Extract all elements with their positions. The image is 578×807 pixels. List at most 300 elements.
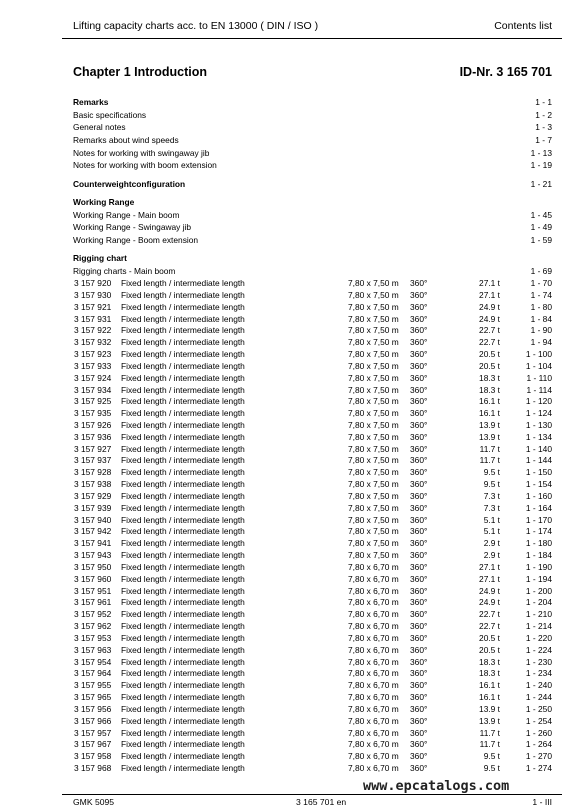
- outrigger-base: 7,80 x 7,50 m: [348, 313, 399, 324]
- chart-page: 1 - 220: [525, 632, 552, 643]
- slew-angle: 360°: [410, 550, 428, 561]
- counterweight: 20.5 t: [479, 632, 500, 643]
- chart-id: 3 157 951: [74, 585, 112, 596]
- chart-description: Fixed length / intermediate length: [121, 526, 245, 537]
- chart-id: 3 157 967: [74, 739, 112, 750]
- chart-id: 3 157 922: [74, 325, 112, 336]
- outrigger-base: 7,80 x 6,70 m: [348, 561, 399, 572]
- chart-description: Fixed length / intermediate length: [121, 372, 245, 383]
- chapter-title: Chapter 1 Introduction: [73, 65, 208, 79]
- chart-id: 3 157 926: [74, 420, 112, 430]
- counterweight: 7.3 t: [483, 502, 500, 513]
- slew-angle: 360°: [410, 490, 428, 501]
- chart-page: 1 - 70: [530, 278, 552, 288]
- table-row: [74, 361, 552, 372]
- counterweight: 9.5 t: [483, 467, 500, 478]
- chart-id: 3 157 937: [74, 455, 112, 466]
- toc-item: Notes for working with boom extension: [73, 160, 217, 170]
- slew-angle: 360°: [410, 443, 428, 454]
- chart-id: 3 157 925: [74, 396, 112, 407]
- slew-angle: 360°: [410, 431, 428, 442]
- chart-description: Fixed length / intermediate length: [121, 585, 245, 596]
- chart-id: 3 157 960: [74, 573, 112, 584]
- counterweight: 22.7 t: [479, 621, 500, 632]
- chart-description: Fixed length / intermediate length: [121, 360, 245, 371]
- table-row: [74, 420, 552, 431]
- counterweight: 9.5 t: [483, 479, 500, 490]
- counterweight: 11.7 t: [479, 727, 500, 738]
- chart-description: Fixed length / intermediate length: [121, 467, 245, 478]
- slew-angle: 360°: [410, 337, 428, 348]
- footer-page: 1 - III: [532, 797, 552, 807]
- chart-description: Fixed length / intermediate length: [121, 632, 245, 643]
- counterweight: 24.9 t: [479, 585, 500, 596]
- outrigger-base: 7,80 x 6,70 m: [348, 692, 399, 702]
- slew-angle: 360°: [410, 325, 428, 336]
- chart-id: 3 157 923: [74, 349, 112, 359]
- counterweight: 5.1 t: [483, 526, 500, 537]
- slew-angle: 360°: [410, 621, 428, 632]
- slew-angle: 360°: [410, 597, 428, 608]
- chart-id: 3 157 965: [74, 692, 112, 702]
- chart-page: 1 - 194: [525, 573, 552, 584]
- slew-angle: 360°: [410, 479, 428, 490]
- table-row: [74, 562, 552, 573]
- chart-page: 1 - 150: [525, 467, 552, 478]
- slew-angle: 360°: [410, 703, 428, 714]
- chart-description: Fixed length / intermediate length: [121, 680, 245, 691]
- outrigger-base: 7,80 x 7,50 m: [348, 443, 399, 454]
- slew-angle: 360°: [410, 680, 428, 691]
- section-title: Rigging chart: [73, 253, 127, 263]
- table-row: [74, 526, 552, 537]
- chart-description: Fixed length / intermediate length: [121, 431, 245, 442]
- chart-description: Fixed length / intermediate length: [121, 644, 245, 655]
- chart-id: 3 157 961: [74, 597, 112, 608]
- chart-description: Fixed length / intermediate length: [121, 561, 245, 572]
- outrigger-base: 7,80 x 7,50 m: [348, 490, 399, 501]
- chart-description: Fixed length / intermediate length: [121, 727, 245, 738]
- chart-id: 3 157 929: [74, 490, 112, 501]
- slew-angle: 360°: [410, 727, 428, 738]
- counterweight: 18.3 t: [479, 656, 500, 667]
- counterweight: 13.9 t: [479, 431, 500, 442]
- table-row: [74, 763, 552, 774]
- slew-angle: 360°: [410, 278, 428, 288]
- watermark: www.epcatalogs.com: [363, 778, 510, 794]
- chart-description: Fixed length / intermediate length: [121, 597, 245, 608]
- table-row: [74, 432, 552, 443]
- counterweight: 22.7 t: [479, 337, 500, 348]
- chart-id: 3 157 952: [74, 609, 112, 620]
- chart-page: 1 - 260: [525, 727, 552, 738]
- toc-item: Remarks about wind speeds: [73, 135, 179, 145]
- table-row: [74, 621, 552, 632]
- chart-description: Fixed length / intermediate length: [121, 656, 245, 667]
- table-row: [74, 396, 552, 407]
- chart-page: 1 - 120: [525, 396, 552, 407]
- counterweight: 5.1 t: [483, 514, 500, 525]
- chart-id: 3 157 932: [74, 337, 112, 348]
- toc-page: 1 - 49: [530, 222, 552, 232]
- chart-id: 3 157 936: [74, 431, 112, 442]
- counterweight: 13.9 t: [479, 715, 500, 726]
- counterweight: 9.5 t: [483, 751, 500, 762]
- chart-id: 3 157 958: [74, 751, 112, 762]
- chart-page: 1 - 240: [525, 680, 552, 691]
- table-row: [74, 479, 552, 490]
- chart-page: 1 - 94: [530, 337, 552, 348]
- outrigger-base: 7,80 x 7,50 m: [348, 325, 399, 336]
- table-row: [74, 751, 552, 762]
- chart-id: 3 157 935: [74, 408, 112, 419]
- chart-page: 1 - 274: [525, 763, 552, 773]
- outrigger-base: 7,80 x 7,50 m: [348, 467, 399, 478]
- chart-id: 3 157 941: [74, 538, 112, 549]
- chart-description: Fixed length / intermediate length: [121, 443, 245, 454]
- chart-id: 3 157 968: [74, 763, 112, 773]
- toc-item: Working Range - Swingaway jib: [73, 222, 192, 232]
- counterweight: 24.9 t: [479, 301, 500, 312]
- toc-item: Basic specifications: [73, 110, 147, 120]
- chart-page: 1 - 124: [525, 408, 552, 419]
- section-title: Working Range: [73, 197, 135, 207]
- table-row: [74, 325, 552, 336]
- chart-description: Fixed length / intermediate length: [121, 502, 245, 513]
- table-row: [74, 645, 552, 656]
- table-row: [74, 680, 552, 691]
- counterweight: 24.9 t: [479, 597, 500, 608]
- table-row: [74, 444, 552, 455]
- outrigger-base: 7,80 x 6,70 m: [348, 703, 399, 714]
- toc-page: 1 - 7: [535, 135, 552, 145]
- chart-id: 3 157 963: [74, 644, 112, 655]
- chart-page: 1 - 270: [525, 751, 552, 762]
- chart-page: 1 - 164: [525, 502, 552, 513]
- slew-angle: 360°: [410, 763, 428, 773]
- outrigger-base: 7,80 x 7,50 m: [348, 349, 399, 359]
- toc-item: Working Range - Main boom: [73, 210, 180, 220]
- chart-id: 3 157 938: [74, 479, 112, 490]
- outrigger-base: 7,80 x 7,50 m: [348, 538, 399, 549]
- toc-page: 1 - 45: [530, 210, 552, 220]
- outrigger-base: 7,80 x 6,70 m: [348, 585, 399, 596]
- chart-description: Fixed length / intermediate length: [121, 609, 245, 620]
- chart-page: 1 - 140: [525, 443, 552, 454]
- outrigger-base: 7,80 x 7,50 m: [348, 526, 399, 537]
- slew-angle: 360°: [410, 538, 428, 549]
- table-row: [74, 491, 552, 502]
- slew-angle: 360°: [410, 420, 428, 430]
- chart-page: 1 - 254: [525, 715, 552, 726]
- chart-description: Fixed length / intermediate length: [121, 550, 245, 561]
- chart-page: 1 - 250: [525, 703, 552, 714]
- chart-page: 1 - 100: [525, 349, 552, 359]
- section-page: 1 - 21: [530, 179, 552, 189]
- chart-description: Fixed length / intermediate length: [121, 751, 245, 762]
- chart-id: 3 157 939: [74, 502, 112, 513]
- chart-description: Fixed length / intermediate length: [121, 703, 245, 714]
- table-row: [74, 515, 552, 526]
- chart-page: 1 - 144: [525, 455, 552, 466]
- slew-angle: 360°: [410, 692, 428, 702]
- counterweight: 24.9 t: [479, 313, 500, 324]
- slew-angle: 360°: [410, 585, 428, 596]
- chart-description: Fixed length / intermediate length: [121, 490, 245, 501]
- outrigger-base: 7,80 x 7,50 m: [348, 455, 399, 466]
- outrigger-base: 7,80 x 7,50 m: [348, 502, 399, 513]
- counterweight: 16.1 t: [479, 396, 500, 407]
- counterweight: 22.7 t: [479, 325, 500, 336]
- table-row: [74, 349, 552, 360]
- chart-id: 3 157 940: [74, 514, 112, 525]
- chart-page: 1 - 84: [530, 313, 552, 324]
- table-row: [74, 586, 552, 597]
- chart-id: 3 157 920: [74, 278, 112, 288]
- chart-page: 1 - 234: [525, 668, 552, 679]
- toc-page: 1 - 13: [530, 148, 552, 158]
- chart-page: 1 - 200: [525, 585, 552, 596]
- outrigger-base: 7,80 x 7,50 m: [348, 396, 399, 407]
- slew-angle: 360°: [410, 301, 428, 312]
- outrigger-base: 7,80 x 7,50 m: [348, 408, 399, 419]
- slew-angle: 360°: [410, 526, 428, 537]
- chart-page: 1 - 190: [525, 561, 552, 572]
- chart-page: 1 - 74: [530, 289, 552, 300]
- counterweight: 2.9 t: [483, 550, 500, 561]
- outrigger-base: 7,80 x 6,70 m: [348, 621, 399, 632]
- counterweight: 13.9 t: [479, 420, 500, 430]
- counterweight: 2.9 t: [483, 538, 500, 549]
- table-row: [74, 728, 552, 739]
- chart-page: 1 - 230: [525, 656, 552, 667]
- header-section: Contents list: [494, 20, 552, 32]
- chart-id: 3 157 924: [74, 372, 112, 383]
- slew-angle: 360°: [410, 514, 428, 525]
- table-row: [74, 455, 552, 466]
- chart-description: Fixed length / intermediate length: [121, 278, 245, 288]
- table-row: [74, 704, 552, 715]
- counterweight: 9.5 t: [483, 763, 500, 773]
- counterweight: 18.3 t: [479, 372, 500, 383]
- chart-id: 3 157 933: [74, 360, 112, 371]
- chart-id: 3 157 928: [74, 467, 112, 478]
- slew-angle: 360°: [410, 668, 428, 679]
- chart-description: Fixed length / intermediate length: [121, 313, 245, 324]
- chart-description: Fixed length / intermediate length: [121, 301, 245, 312]
- section-page: 1 - 1: [535, 97, 552, 107]
- chart-page: 1 - 214: [525, 621, 552, 632]
- toc-item: Working Range - Boom extension: [73, 235, 199, 245]
- chart-page: 1 - 224: [525, 644, 552, 655]
- slew-angle: 360°: [410, 644, 428, 655]
- chart-description: Fixed length / intermediate length: [121, 408, 245, 419]
- outrigger-base: 7,80 x 7,50 m: [348, 431, 399, 442]
- chart-description: Fixed length / intermediate length: [121, 337, 245, 348]
- counterweight: 27.1 t: [479, 573, 500, 584]
- toc-page: 1 - 3: [535, 122, 552, 132]
- slew-angle: 360°: [410, 502, 428, 513]
- chart-id: 3 157 957: [74, 727, 112, 738]
- toc-item: Rigging charts - Main boom: [73, 266, 176, 276]
- outrigger-base: 7,80 x 6,70 m: [348, 727, 399, 738]
- chart-page: 1 - 174: [525, 526, 552, 537]
- chart-page: 1 - 184: [525, 550, 552, 561]
- table-row: [74, 302, 552, 313]
- chart-page: 1 - 114: [526, 384, 552, 395]
- slew-angle: 360°: [410, 656, 428, 667]
- chart-id: 3 157 921: [74, 301, 112, 312]
- outrigger-base: 7,80 x 6,70 m: [348, 763, 399, 773]
- chart-id: 3 157 931: [74, 313, 112, 324]
- table-row: [74, 385, 552, 396]
- outrigger-base: 7,80 x 7,50 m: [348, 420, 399, 430]
- table-row: [74, 633, 552, 644]
- counterweight: 13.9 t: [479, 703, 500, 714]
- outrigger-base: 7,80 x 6,70 m: [348, 739, 399, 750]
- counterweight: 20.5 t: [479, 349, 500, 359]
- header-rule: [62, 38, 562, 39]
- slew-angle: 360°: [410, 751, 428, 762]
- chart-description: Fixed length / intermediate length: [121, 668, 245, 679]
- chart-description: Fixed length / intermediate length: [121, 715, 245, 726]
- chart-description: Fixed length / intermediate length: [121, 396, 245, 407]
- slew-angle: 360°: [410, 372, 428, 383]
- outrigger-base: 7,80 x 6,70 m: [348, 680, 399, 691]
- chart-id: 3 157 934: [74, 384, 112, 395]
- outrigger-base: 7,80 x 6,70 m: [348, 656, 399, 667]
- outrigger-base: 7,80 x 7,50 m: [348, 372, 399, 383]
- chart-page: 1 - 90: [530, 325, 552, 336]
- slew-angle: 360°: [410, 360, 428, 371]
- chart-description: Fixed length / intermediate length: [121, 763, 245, 773]
- chart-page: 1 - 80: [530, 301, 552, 312]
- outrigger-base: 7,80 x 7,50 m: [348, 337, 399, 348]
- chart-description: Fixed length / intermediate length: [121, 325, 245, 336]
- table-row: [74, 538, 552, 549]
- chart-page: 1 - 210: [525, 609, 552, 620]
- counterweight: 27.1 t: [479, 561, 500, 572]
- outrigger-base: 7,80 x 6,70 m: [348, 632, 399, 643]
- slew-angle: 360°: [410, 313, 428, 324]
- chart-page: 1 - 170: [525, 514, 552, 525]
- counterweight: 18.3 t: [479, 668, 500, 679]
- toc-page: 1 - 2: [535, 110, 552, 120]
- toc-item: General notes: [73, 122, 126, 132]
- counterweight: 22.7 t: [479, 609, 500, 620]
- counterweight: 16.1 t: [479, 692, 500, 702]
- chart-page: 1 - 154: [525, 479, 552, 490]
- chart-id: 3 157 962: [74, 621, 112, 632]
- outrigger-base: 7,80 x 7,50 m: [348, 278, 399, 288]
- chart-id: 3 157 930: [74, 289, 112, 300]
- chart-id: 3 157 956: [74, 703, 112, 714]
- chart-description: Fixed length / intermediate length: [121, 455, 245, 466]
- chart-description: Fixed length / intermediate length: [121, 573, 245, 584]
- table-row: [74, 467, 552, 478]
- outrigger-base: 7,80 x 6,70 m: [348, 668, 399, 679]
- toc-item: Notes for working with swingaway jib: [73, 148, 210, 158]
- footer-doc-id: 3 165 701 en: [296, 797, 347, 807]
- section-title: Remarks: [73, 97, 109, 107]
- table-row: [74, 609, 552, 620]
- counterweight: 27.1 t: [479, 289, 500, 300]
- outrigger-base: 7,80 x 6,70 m: [348, 597, 399, 608]
- toc-page: 1 - 19: [530, 160, 552, 170]
- chart-id: 3 157 943: [74, 550, 112, 561]
- chart-page: 1 - 204: [525, 597, 552, 608]
- slew-angle: 360°: [410, 609, 428, 620]
- counterweight: 27.1 t: [479, 278, 500, 288]
- slew-angle: 360°: [410, 715, 428, 726]
- table-row: [74, 314, 552, 325]
- slew-angle: 360°: [410, 739, 428, 750]
- outrigger-base: 7,80 x 6,70 m: [348, 644, 399, 655]
- chart-page: 1 - 110: [526, 372, 552, 383]
- chart-description: Fixed length / intermediate length: [121, 538, 245, 549]
- chart-id: 3 157 942: [74, 526, 112, 537]
- chart-page: 1 - 180: [525, 538, 552, 549]
- table-row: [74, 692, 552, 703]
- table-row: [74, 408, 552, 419]
- chart-description: Fixed length / intermediate length: [121, 621, 245, 632]
- chart-page: 1 - 134: [525, 431, 552, 442]
- table-row: [74, 574, 552, 585]
- slew-angle: 360°: [410, 561, 428, 572]
- chart-description: Fixed length / intermediate length: [121, 420, 245, 430]
- slew-angle: 360°: [410, 467, 428, 478]
- header-title: Lifting capacity charts acc. to EN 13000 ( DIN / ISO ): [73, 20, 319, 32]
- slew-angle: 360°: [410, 455, 428, 466]
- outrigger-base: 7,80 x 6,70 m: [348, 573, 399, 584]
- counterweight: 11.7 t: [479, 455, 500, 466]
- section-title: Counterweightconfiguration: [73, 179, 186, 189]
- slew-angle: 360°: [410, 384, 428, 395]
- footer-rule: [62, 794, 562, 795]
- chart-page: 1 - 160: [525, 490, 552, 501]
- outrigger-base: 7,80 x 6,70 m: [348, 715, 399, 726]
- outrigger-base: 7,80 x 7,50 m: [348, 550, 399, 561]
- slew-angle: 360°: [410, 396, 428, 407]
- slew-angle: 360°: [410, 349, 428, 359]
- counterweight: 11.7 t: [479, 443, 500, 454]
- slew-angle: 360°: [410, 573, 428, 584]
- chart-page: 1 - 130: [525, 420, 552, 430]
- table-row: [74, 337, 552, 348]
- table-row: [74, 550, 552, 561]
- table-row: [74, 278, 552, 289]
- chart-id: 3 157 927: [74, 443, 112, 454]
- chart-id: 3 157 966: [74, 715, 112, 726]
- footer-model: GMK 5095: [73, 797, 115, 807]
- outrigger-base: 7,80 x 7,50 m: [348, 301, 399, 312]
- chart-description: Fixed length / intermediate length: [121, 739, 245, 750]
- outrigger-base: 7,80 x 7,50 m: [348, 479, 399, 490]
- table-row: [74, 373, 552, 384]
- chart-id: 3 157 950: [74, 561, 112, 572]
- chart-id: 3 157 953: [74, 632, 112, 643]
- chart-description: Fixed length / intermediate length: [121, 384, 245, 395]
- counterweight: 16.1 t: [479, 680, 500, 691]
- toc-page: 1 - 69: [530, 266, 552, 276]
- chart-id: 3 157 955: [74, 680, 112, 691]
- outrigger-base: 7,80 x 7,50 m: [348, 514, 399, 525]
- counterweight: 7.3 t: [483, 490, 500, 501]
- chart-page: 1 - 264: [525, 739, 552, 750]
- outrigger-base: 7,80 x 7,50 m: [348, 289, 399, 300]
- counterweight: 20.5 t: [479, 644, 500, 655]
- table-row: [74, 597, 552, 608]
